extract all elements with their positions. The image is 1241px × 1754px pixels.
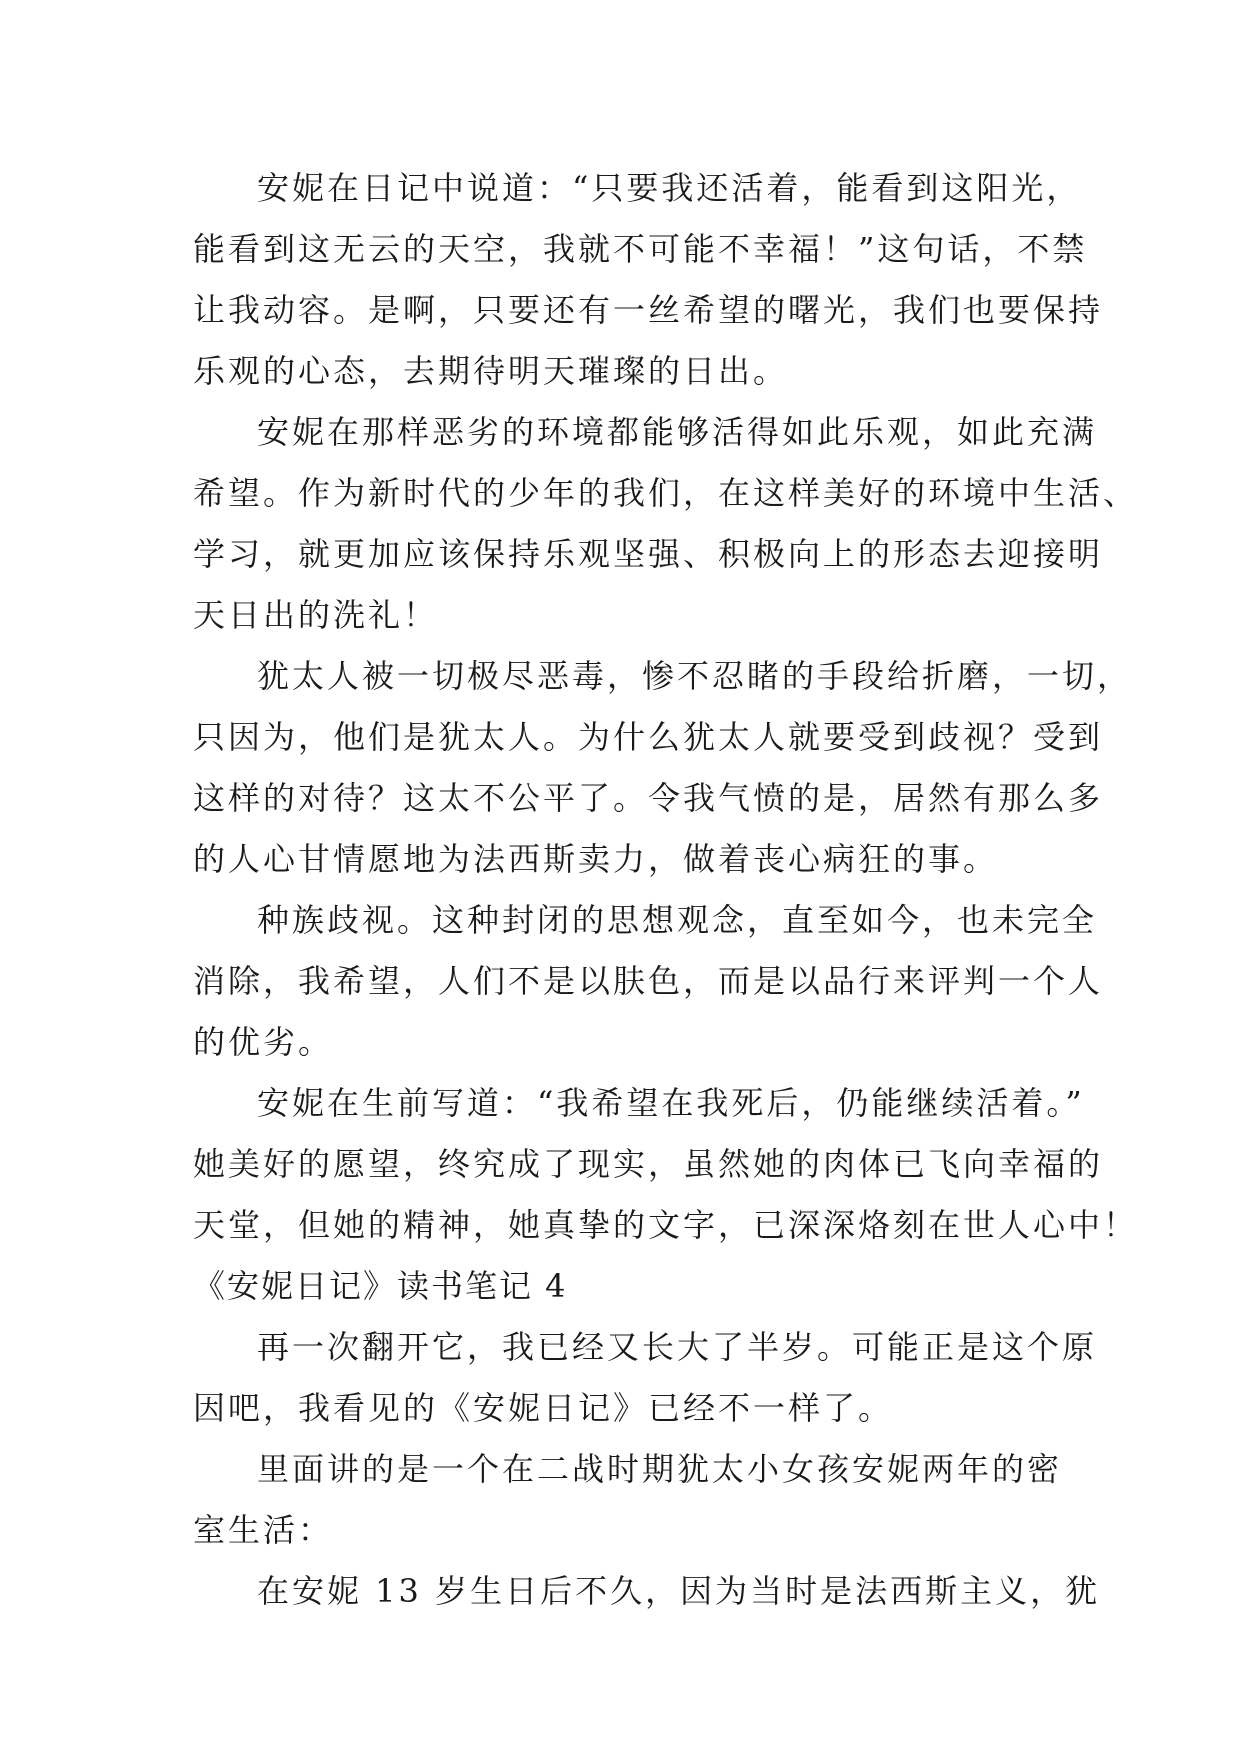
paragraph [193, 402, 1139, 646]
paragraph [193, 890, 1104, 1073]
text-line: 因吧，我看见的《安妮日记》已经不一样了。 [193, 1389, 894, 1427]
text-line: 能看到这无云的天空，我就不可能不幸福！”这句话，不禁 [193, 230, 1088, 268]
text-line: 安妮在生前写道：“我希望在我死后，仍能继续活着。” [257, 1084, 1085, 1122]
text-line: 学习，就更加应该保持乐观坚强、积极向上的形态去迎接明 [193, 535, 1104, 573]
text-line: 犹太人被一切极尽恶毒，惨不忍睹的手段给折磨，一切， [257, 657, 1133, 695]
text-line: 希望。作为新时代的少年的我们，在这样美好的环境中生活、 [193, 474, 1139, 512]
text-line: 安妮在那样恶劣的环境都能够活得如此乐观，如此充满 [257, 413, 1098, 451]
text-line: 在安妮 13 岁生日后不久，因为当时是法西斯主义，犹 [257, 1572, 1101, 1610]
text-line: 的人心甘情愿地为法西斯卖力，做着丧心病狂的事。 [193, 840, 999, 878]
paragraph [193, 1439, 1063, 1561]
text-line: 让我动容。是啊，只要还有一丝希望的曙光，我们也要保持 [193, 291, 1104, 329]
paragraph [193, 1317, 1098, 1439]
text-line: 里面讲的是一个在二战时期犹太小女孩安妮两年的密 [257, 1450, 1063, 1488]
text-line: 这样的对待？这太不公平了。令我气愤的是，居然有那么多 [193, 779, 1104, 817]
text-line: 的优劣。 [193, 1023, 334, 1061]
text-line: 乐观的心态，去期待明天璀璨的日出。 [193, 352, 789, 390]
text-line: 消除，我希望，人们不是以肤色，而是以品行来评判一个人 [193, 962, 1104, 1000]
text-line: 天堂，但她的精神，她真挚的文字，已深深烙刻在世人心中！ [193, 1206, 1139, 1244]
text-line: 种族歧视。这种封闭的思想观念，直至如今，也未完全 [257, 901, 1098, 939]
paragraph [193, 1073, 1139, 1256]
text-line: 只因为，他们是犹太人。为什么犹太人就要受到歧视？受到 [193, 718, 1104, 756]
paragraph [193, 158, 1104, 402]
text-line: 天日出的洗礼！ [193, 596, 439, 634]
section-title: 《安妮日记》读书笔记 4 [193, 1267, 568, 1305]
text-line: 室生活： [193, 1511, 334, 1549]
text-line: 安妮在日记中说道：“只要我还活着，能看到这阳光， [257, 169, 1082, 207]
paragraph [193, 1561, 1101, 1622]
text-line: 再一次翻开它，我已经又长大了半岁。可能正是这个原 [257, 1328, 1098, 1366]
text-line: 她美好的愿望，终究成了现实，虽然她的肉体已飞向幸福的 [193, 1145, 1104, 1183]
paragraph [193, 646, 1133, 890]
document-body [193, 158, 1139, 1622]
